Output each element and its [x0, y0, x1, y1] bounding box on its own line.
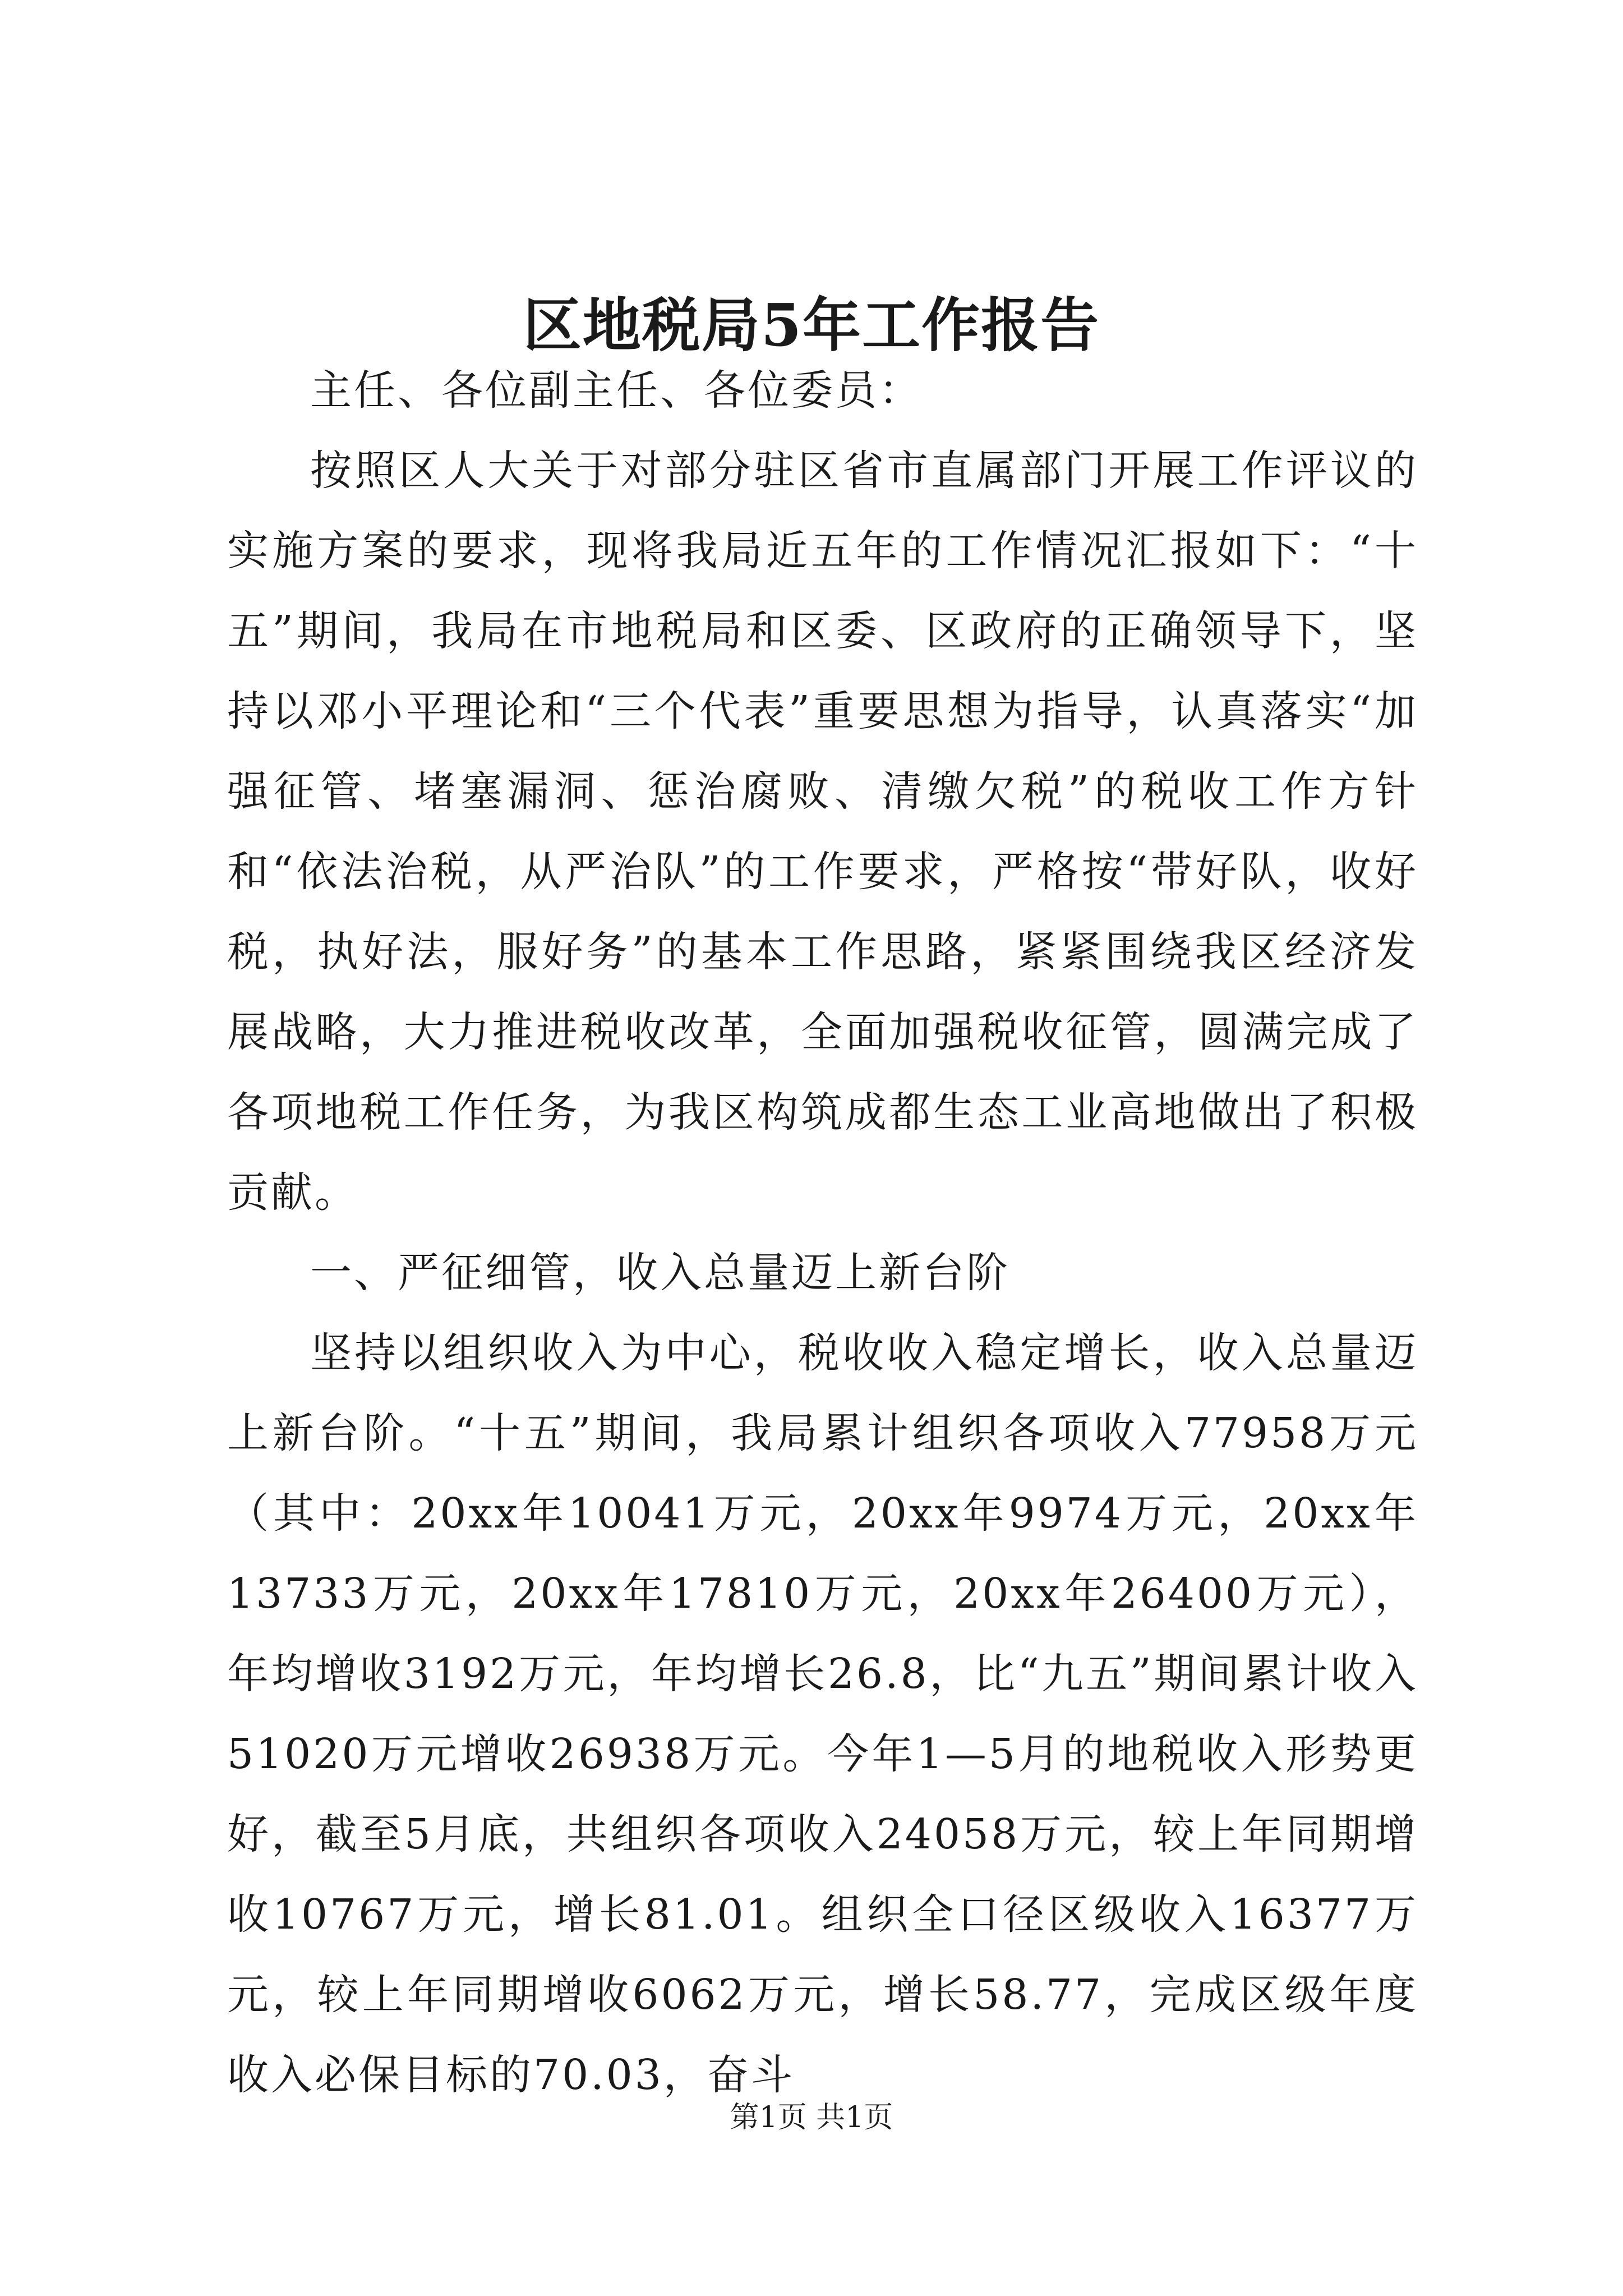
revenue-paragraph: 坚持以组织收入为中心，税收收入稳定增长，收入总量迈上新台阶。“十五”期间，我局累计组织各项收入77958万元（其中：20xx年10041万元，20xx年9974万元，20xx年13733万元，20xx年17810万元，20xx年26400万元），年均增收3192万元，年均增长26.8，比“九五”期间累计收入51020万元增收26938万元。今年1—5月的地税收入形势更好，截至5月底，共组织各项收入24058万元，较上年同期增收10767万元，增长81.01。组织全口径区级收入16377万元，较上年同期增收6062万元，增长58.77，完成区级年度收入必保目标的70.03，奋斗: [227, 1329, 1418, 2099]
page-number-footer: 第1页 共1页: [730, 2101, 893, 2134]
salutation: 主任、各位副主任、各位委员：: [310, 366, 923, 415]
document-title: 区地税局5年工作报告: [523, 291, 1100, 360]
section-heading: 一、严征细管，收入总量迈上新台阶: [310, 1249, 1010, 1297]
intro-paragraph: 按照区人大关于对部分驻区省市直属部门开展工作评议的实施方案的要求，现将我局近五年的工作情况汇报如下：“十五”期间，我局在市地税局和区委、区政府的正确领导下，坚持以邓小平理论和“三个代表”重要思想为指导，认真落实“加强征管、堵塞漏洞、惩治腐败、清缴欠税”的税收工作方针和“依法治税，从严治队”的工作要求，严格按“带好队，收好税，执好法，服好务”的基本工作思路，紧紧围绕我区经济发展战略，大力推进税收改革，全面加强税收征管，圆满完成了各项地税工作任务，为我区构筑成都生态工业高地做出了积极贡献。: [227, 447, 1418, 1217]
document-body: [227, 351, 1418, 2115]
